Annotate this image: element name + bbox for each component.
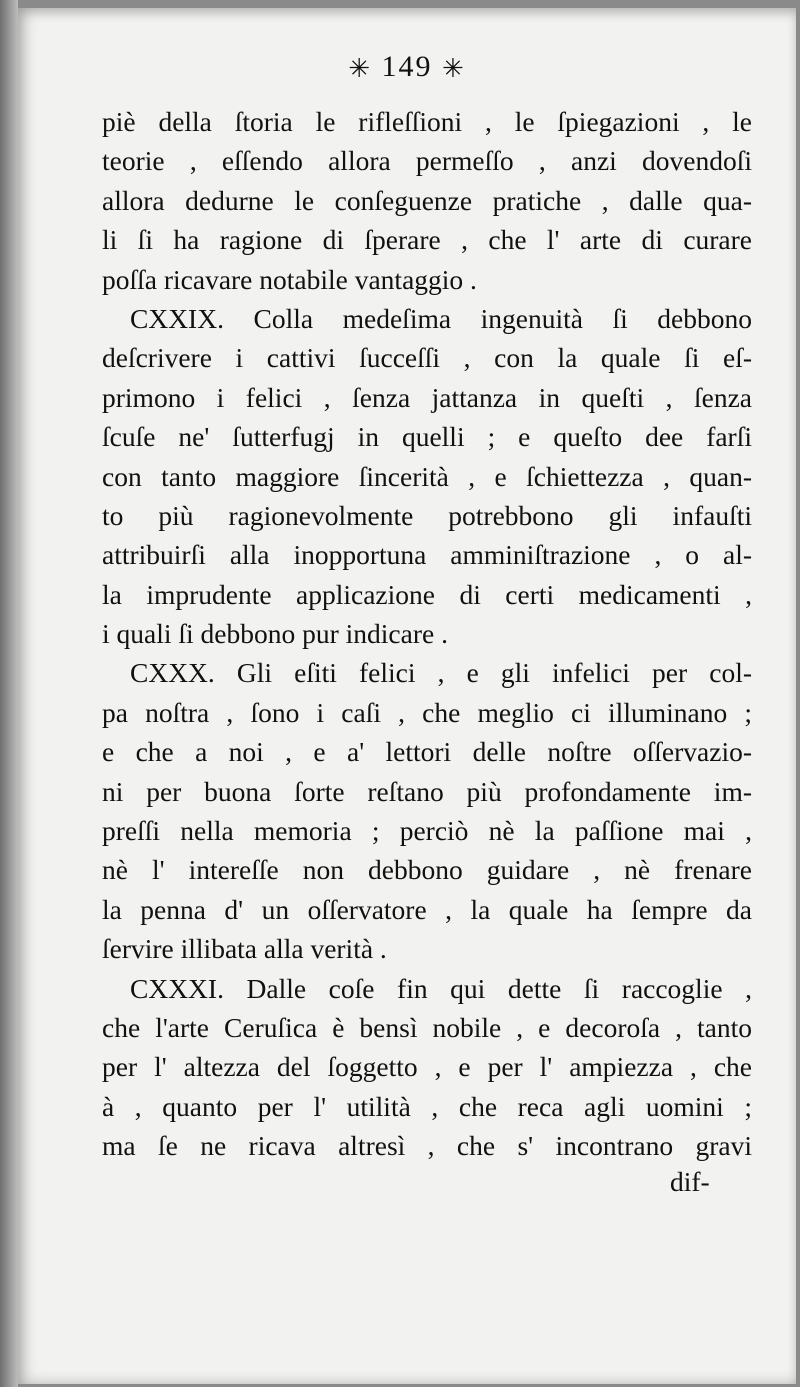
text-line: ſcuſe ne' ſutterfugj in quelli ; e queſto dee farſi <box>102 421 752 453</box>
text-line: e che a noi , e a' lettori delle noſtre oſſervazio- <box>102 736 752 768</box>
page-header <box>18 50 796 84</box>
text-line: che l'arte Ceruſica è bensì nobile , e decoroſa , tanto <box>102 1011 752 1043</box>
paragraph-start-cxxix: CXXIX. Colla medeſima ingenuità ſi debbono <box>130 302 752 334</box>
text-line: to più ragionevolmente potrebbono gli infauſti <box>102 499 752 531</box>
text-line: allora dedurne le conſeguenze pratiche , dalle qua- <box>102 184 752 216</box>
text-line: per l' altezza del ſoggetto , e per l' ampiezza , che <box>102 1051 752 1083</box>
paragraph-start-cxxx: CXXX. Gli eſiti felici , e gli infelici per col- <box>130 657 752 689</box>
text-line: pa noſtra , ſono i caſi , che meglio ci illuminano ; <box>102 696 752 728</box>
text-line: teorie , eſſendo allora permeſſo , anzi dovendoſi <box>102 145 752 177</box>
ornament-right-icon: ✳ <box>442 54 466 85</box>
text-line: la imprudente applicazione di certi medicamenti , <box>102 578 752 610</box>
ornament-left-icon: ✳ <box>348 54 372 85</box>
text-line: preſſi nella memoria ; perciò nè la paſſione mai , <box>102 815 752 847</box>
text-line: li ſi ha ragione di ſperare , che l' arte di curare <box>102 224 752 256</box>
paragraph-start-cxxxi: CXXXI. Dalle coſe fin qui dette ſi raccoglie , <box>130 972 752 1004</box>
text-line: ma ſe ne ricava altresì , che s' incontrano gravi <box>102 1130 752 1162</box>
text-line: i quali ſi debbono pur indicare . <box>102 618 448 650</box>
page-edge-shadow <box>0 0 18 1387</box>
text-line: ſervire illibata alla verità . <box>102 933 387 965</box>
text-line: primono i felici , ſenza jattanza in queſti , ſenza <box>102 381 752 413</box>
text-line: la penna d' un oſſervatore , la quale ha ſempre da <box>102 893 752 925</box>
text-line: deſcrivere i cattivi ſucceſſi , con la quale ſi eſ- <box>102 342 752 374</box>
page-number: 149 <box>381 50 433 83</box>
text-line: con tanto maggiore ſincerità , e ſchiettezza , quan- <box>102 460 752 492</box>
text-line: à , quanto per l' utilità , che reca agli uomini ; <box>102 1090 752 1122</box>
catchword: dif- <box>670 1166 710 1197</box>
text-line: poſſa ricavare notabile vantaggio . <box>102 263 477 295</box>
text-line: piè della ſtoria le rifleſſioni , le ſpiegazioni , le <box>102 106 752 137</box>
book-page <box>18 8 796 1384</box>
text-line: attribuirſi alla inopportuna amminiſtrazione , o al- <box>102 539 752 571</box>
text-line: nè l' intereſſe non debbono guidare , nè frenare <box>102 854 752 886</box>
text-line: ni per buona ſorte reſtano più profondamente im- <box>102 775 752 807</box>
body-text <box>102 102 752 1166</box>
